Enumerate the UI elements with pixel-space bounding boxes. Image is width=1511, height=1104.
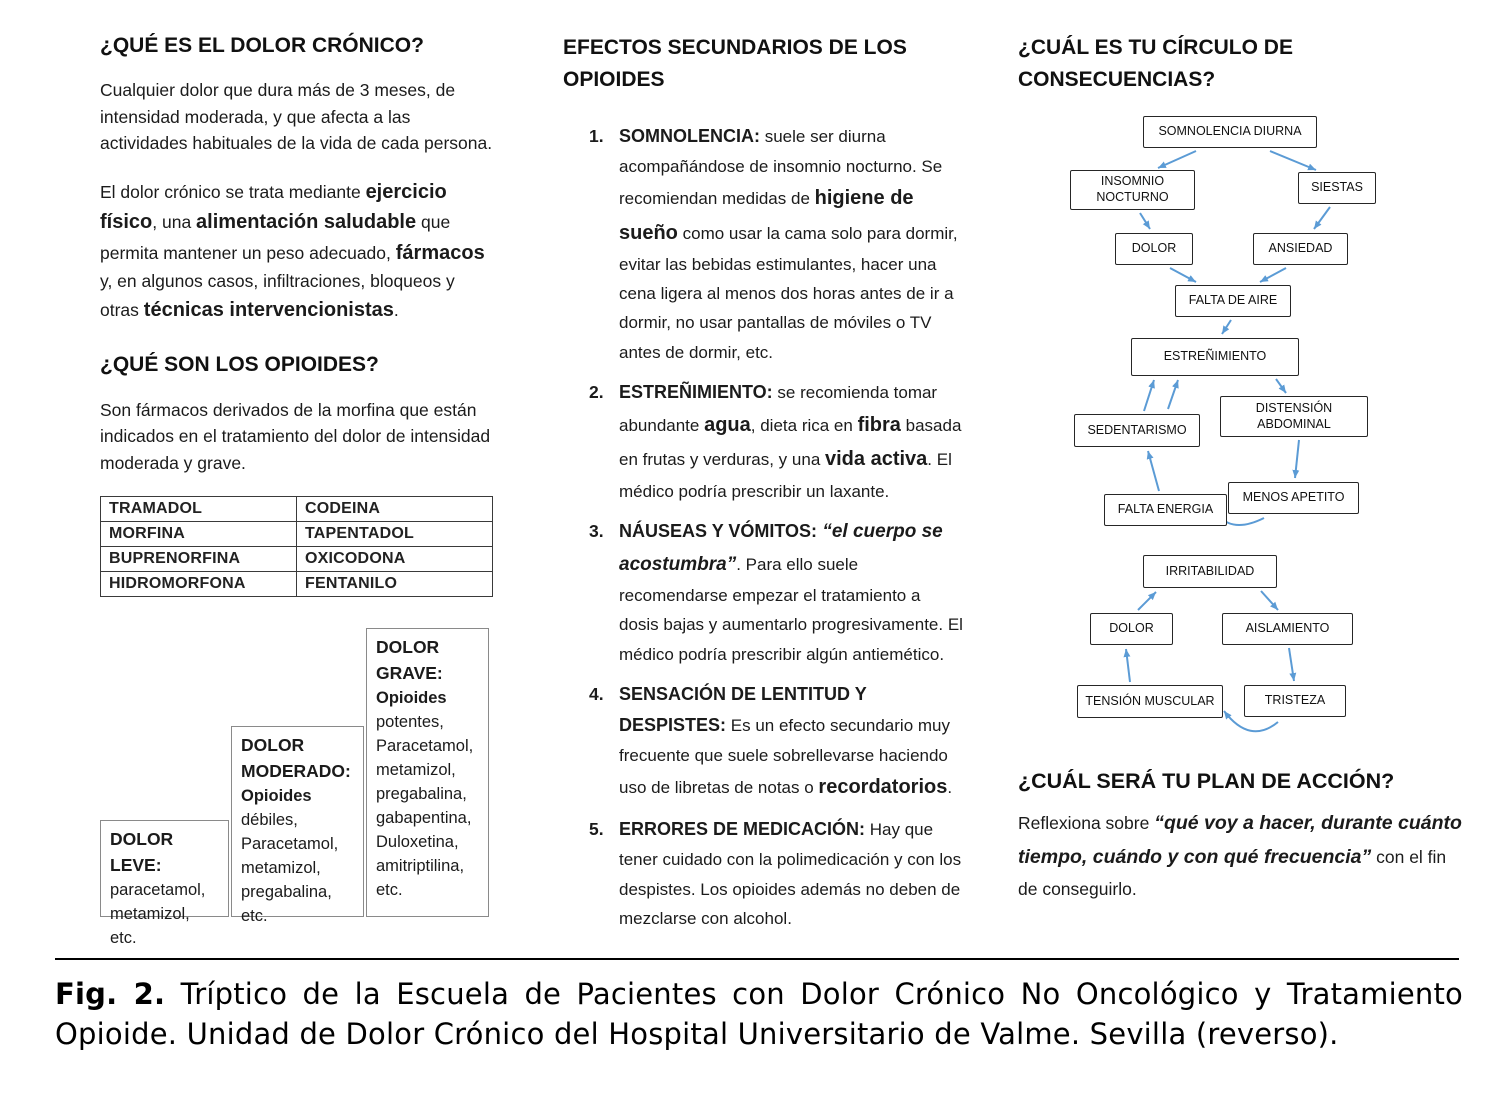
text-segment: . (393, 299, 399, 320)
item-title: NÁUSEAS Y VÓMITOS: (619, 520, 818, 541)
paragraph-opioides: Son fármacos derivados de la morfina que están indicados en el tratamiento del dolor de intensidad moderada y grave. (100, 399, 491, 473)
text-segment: Es un efecto secundario muy frecuente que suele sobrellevarse haciendo uso de libretas de notas o (619, 715, 950, 798)
item-number: 5. (589, 819, 604, 840)
text-segment: . El médico podría prescribir un laxante. (619, 450, 952, 501)
flow-node-insomnio-nocturno: INSOMNIO NOCTURNO (1070, 170, 1195, 210)
text-segment: suele ser diurna acompañándose de insomnio nocturno. Se recomiendan medidas de (619, 127, 943, 209)
flow-arrow (1276, 379, 1286, 393)
flow-node-estrenimiento: ESTREÑIMIENTO (1131, 338, 1299, 376)
table-cell: CODEINA (297, 497, 493, 522)
table-row (101, 547, 493, 572)
ladder-box-dolor-moderado (231, 726, 364, 925)
item-quote: “el cuerpo se acostumbra” (619, 520, 943, 575)
ladder-box-body: débiles, Paracetamol, metamizol, pregabalina, etc. (241, 811, 339, 925)
text-segment: El dolor crónico se trata mediante (100, 182, 366, 203)
flow-arrow (1168, 380, 1178, 409)
table-cell: MORFINA (101, 522, 297, 547)
item-text (619, 121, 963, 367)
text-segment: que permita mantener un peso adecuado, (100, 212, 451, 263)
text-segment: , una (152, 212, 197, 233)
analgesic-ladder (100, 625, 495, 947)
item-text (619, 679, 963, 805)
text-segment-bold: técnicas intervencionistas (143, 298, 394, 321)
paragraph-definicion: Cualquier dolor que dura más de 3 meses, de intensidad moderada, y que afecta a las actividades habituales de la vida de cada persona. (100, 80, 493, 154)
text-segment-bold: higiene de sueño (619, 187, 914, 244)
flow-arrow (1260, 268, 1286, 282)
caption-text: Tríptico de la Escuela de Pacientes con Dolor Crónico No Oncológico y Tratamiento Opioide. Unidad de Dolor Crónico del Hospital Universitario de Valme. Sevilla (reverso). (55, 977, 1463, 1052)
caption-divider (55, 958, 1459, 960)
text-segment-bold: fármacos (395, 241, 485, 264)
panel-left (100, 32, 495, 947)
item-title: SENSACIÓN DE LENTITUD Y DESPISTES: (619, 683, 867, 735)
flow-arrow (1270, 151, 1316, 170)
table-row (101, 522, 493, 547)
item-text (619, 814, 963, 933)
flow-arrow (1138, 592, 1156, 610)
flow-node-somnolencia-diurna: SOMNOLENCIA DIURNA (1143, 116, 1317, 148)
text-segment: . (947, 778, 953, 798)
item-title: ERRORES DE MEDICACIÓN: (619, 819, 866, 840)
flow-node-menos-apetito: MENOS APETITO (1228, 482, 1359, 514)
opioid-table (100, 496, 493, 597)
flow-arrow (1295, 440, 1299, 478)
table-row (101, 497, 493, 522)
flow-node-ansiedad: ANSIEDAD (1253, 233, 1348, 265)
text-segment: Reflexiona sobre (1018, 813, 1155, 833)
list-item-estrenimiento (563, 377, 963, 506)
text-segment-bold: vida activa (825, 448, 928, 471)
heading-plan-de-accion: ¿CUÁL SERÁ TU PLAN DE ACCIÓN? (1018, 769, 1395, 793)
text-segment-bold: recordatorios (818, 776, 948, 799)
text-segment: con el fin de conseguirlo. (1018, 847, 1447, 900)
item-number: 4. (589, 683, 604, 704)
flow-node-falta-de-aire: FALTA DE AIRE (1175, 285, 1291, 317)
flow-arrow (1126, 649, 1130, 682)
flow-arrow (1222, 320, 1231, 334)
text-segment-bold: ejercicio físico (100, 181, 447, 234)
flow-node-dolor-1: DOLOR (1115, 233, 1193, 265)
ladder-box-title: DOLOR MODERADO: (241, 735, 351, 782)
text-segment: como usar la cama solo para dormir, evitar las bebidas estimulantes, hacer una cena ligera al menos dos horas antes de ir a dormir, no usar pantallas de móviles o TV antes de dormir, etc. (619, 223, 958, 362)
figure-label: Fig. 2. (55, 977, 166, 1011)
flow-arrow (1170, 268, 1196, 282)
item-number: 3. (589, 520, 604, 541)
panel-middle (563, 32, 963, 943)
text-segment-bold: alimentación saludable (196, 211, 417, 234)
table-cell: FENTANILO (297, 572, 493, 597)
item-text (619, 377, 963, 506)
flow-node-aislamiento: AISLAMIENTO (1222, 613, 1353, 645)
ladder-box-bold: Opioides (241, 787, 312, 806)
flow-arrow (1148, 451, 1159, 491)
item-text (619, 516, 963, 669)
figure-caption (55, 974, 1463, 1054)
ladder-box-body: potentes, Paracetamol, metamizol, pregabalina, gabapentina, Duloxetina, amitriptilina, etc. (376, 713, 474, 899)
flow-arrow (1314, 207, 1330, 229)
flow-node-dolor-2: DOLOR (1090, 613, 1173, 645)
flow-node-irritabilidad: IRRITABILIDAD (1143, 555, 1277, 588)
text-segment: se recomienda tomar abundante (619, 382, 938, 435)
flow-node-tristeza: TRISTEZA (1244, 685, 1346, 717)
flow-node-falta-energia: FALTA ENERGIA (1104, 494, 1227, 526)
consequence-flowchart (1018, 109, 1466, 759)
flow-arrow (1261, 591, 1278, 610)
text-segment-bold: agua (704, 413, 751, 436)
ladder-box-bold: Opioides (376, 689, 447, 708)
paragraph-tratamiento (100, 177, 495, 325)
item-number: 1. (589, 126, 604, 146)
table-cell: BUPRENORFINA (101, 547, 297, 572)
ladder-box-title: DOLOR GRAVE: (376, 637, 443, 684)
table-row (101, 572, 493, 597)
flow-arrow (1140, 213, 1150, 229)
table-cell: HIDROMORFONA (101, 572, 297, 597)
ladder-box-body: paracetamol, metamizol, etc. (110, 881, 206, 947)
heading-efectos-secundarios: EFECTOS SECUNDARIOS DE LOS OPIOIDES (563, 36, 907, 91)
text-segment: basada en frutas y verduras, y una (619, 415, 962, 470)
flow-arrow (1144, 380, 1154, 411)
item-number: 2. (589, 381, 604, 402)
flow-arrow (1158, 151, 1196, 168)
ladder-box-dolor-leve (100, 820, 229, 947)
plan-quote: “qué voy a hacer, durante cuánto tiempo, cuándo y con qué frecuencia” (1018, 812, 1462, 869)
list-item-lentitud (563, 679, 963, 805)
table-cell: OXICODONA (297, 547, 493, 572)
flow-node-siestas: SIESTAS (1298, 172, 1376, 204)
text-segment: Hay que tener cuidado con la polimedicación y con los despistes. Los opioides además no deben de mezclarse con alcohol. (619, 820, 962, 928)
flow-arrow (1289, 648, 1294, 681)
flow-node-distension-abdominal: DISTENSIÓN ABDOMINAL (1220, 396, 1368, 437)
item-title: SOMNOLENCIA: (619, 126, 760, 146)
text-segment: , dieta rica en (750, 415, 858, 435)
ladder-box-title: DOLOR LEVE: (110, 829, 174, 876)
heading-que-es-dolor-cronico: ¿QUÉ ES EL DOLOR CRÓNICO? (100, 34, 424, 57)
list-item-errores-medicacion (563, 814, 963, 933)
ladder-box-dolor-grave (366, 628, 489, 917)
flow-node-tension-muscular: TENSIÓN MUSCULAR (1077, 685, 1223, 718)
list-item-somnolencia (563, 121, 963, 367)
paragraph-plan (1018, 806, 1466, 905)
item-title: ESTREÑIMIENTO: (619, 381, 773, 402)
list-item-nauseas (563, 516, 963, 669)
heading-circulo-consecuencias: ¿CUÁL ES TU CÍRCULO DE CONSECUENCIAS? (1018, 36, 1293, 91)
text-segment: . Para ello suele recomendarse empezar el tratamiento a dosis bajas y aumentarlo progresivamente. El médico podría prescribir algún antiemético. (619, 554, 963, 664)
text-segment: y, en algunos casos, infiltraciones, bloqueos y otras (100, 271, 455, 320)
table-cell: TAPENTADOL (297, 522, 493, 547)
heading-que-son-opioides: ¿QUÉ SON LOS OPIOIDES? (100, 353, 379, 377)
flow-node-sedentarismo: SEDENTARISMO (1074, 414, 1200, 447)
table-cell: TRAMADOL (101, 497, 297, 522)
text-segment-bold: fibra (857, 413, 901, 436)
panel-right (1018, 32, 1466, 905)
